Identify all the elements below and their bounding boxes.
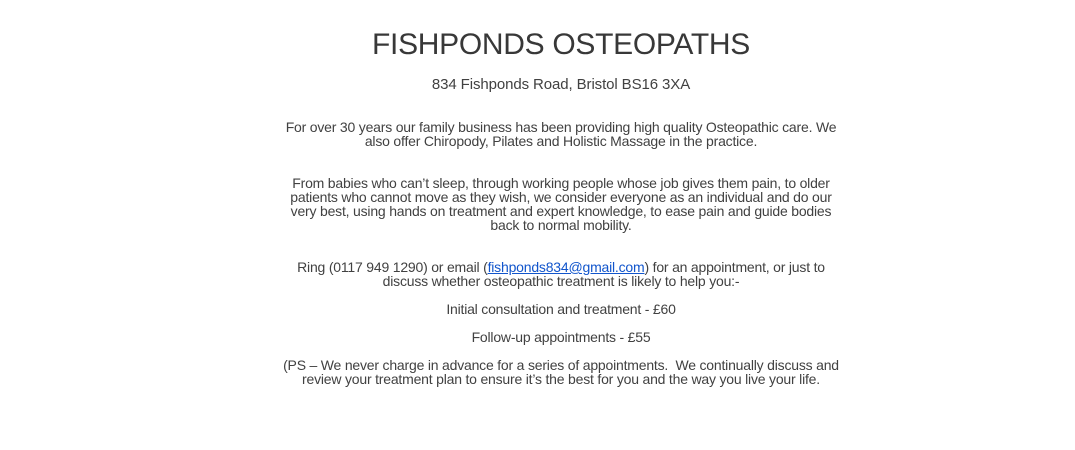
follow-up-price: Follow-up appointments - £55 [471, 329, 651, 345]
contact-text-after-email: ) for an appointment, or just to discuss whether osteopathic treatment is likely to help you:- [382, 259, 825, 289]
practice-address: 834 Fishponds Road, Bristol BS16 3XA [431, 76, 691, 93]
initial-consultation-price: Initial consultation and treatment - £60 [446, 301, 676, 317]
intro-paragraph: For over 30 years our family business has been providing high quality Osteopathic care. We also offer Chiropody, Pilates and Holistic Massage in the practice. [285, 119, 837, 149]
main-content [276, 0, 846, 386]
email-link[interactable]: fishponds834@gmail.com [487, 259, 645, 275]
ps-note: (PS – We never charge in advance for a series of appointments. We continually discuss and review your treatment plan to ensure it’s the best for you and the way you live your life. [283, 357, 839, 387]
about-paragraph: From babies who can’t sleep, through working people whose job gives them pain, to older patients who cannot move as they wish, we consider everyone as an individual and do our very best, using hands on treatment and expert knowledge, to ease pain and guide bodies back to normal mobility. [290, 175, 832, 233]
contact-text-before-email: Ring (0117 949 1290) or email ( [297, 259, 488, 275]
page-title: FISHPONDS OSTEOPATHS [372, 28, 750, 61]
contact-paragraph [276, 260, 846, 288]
